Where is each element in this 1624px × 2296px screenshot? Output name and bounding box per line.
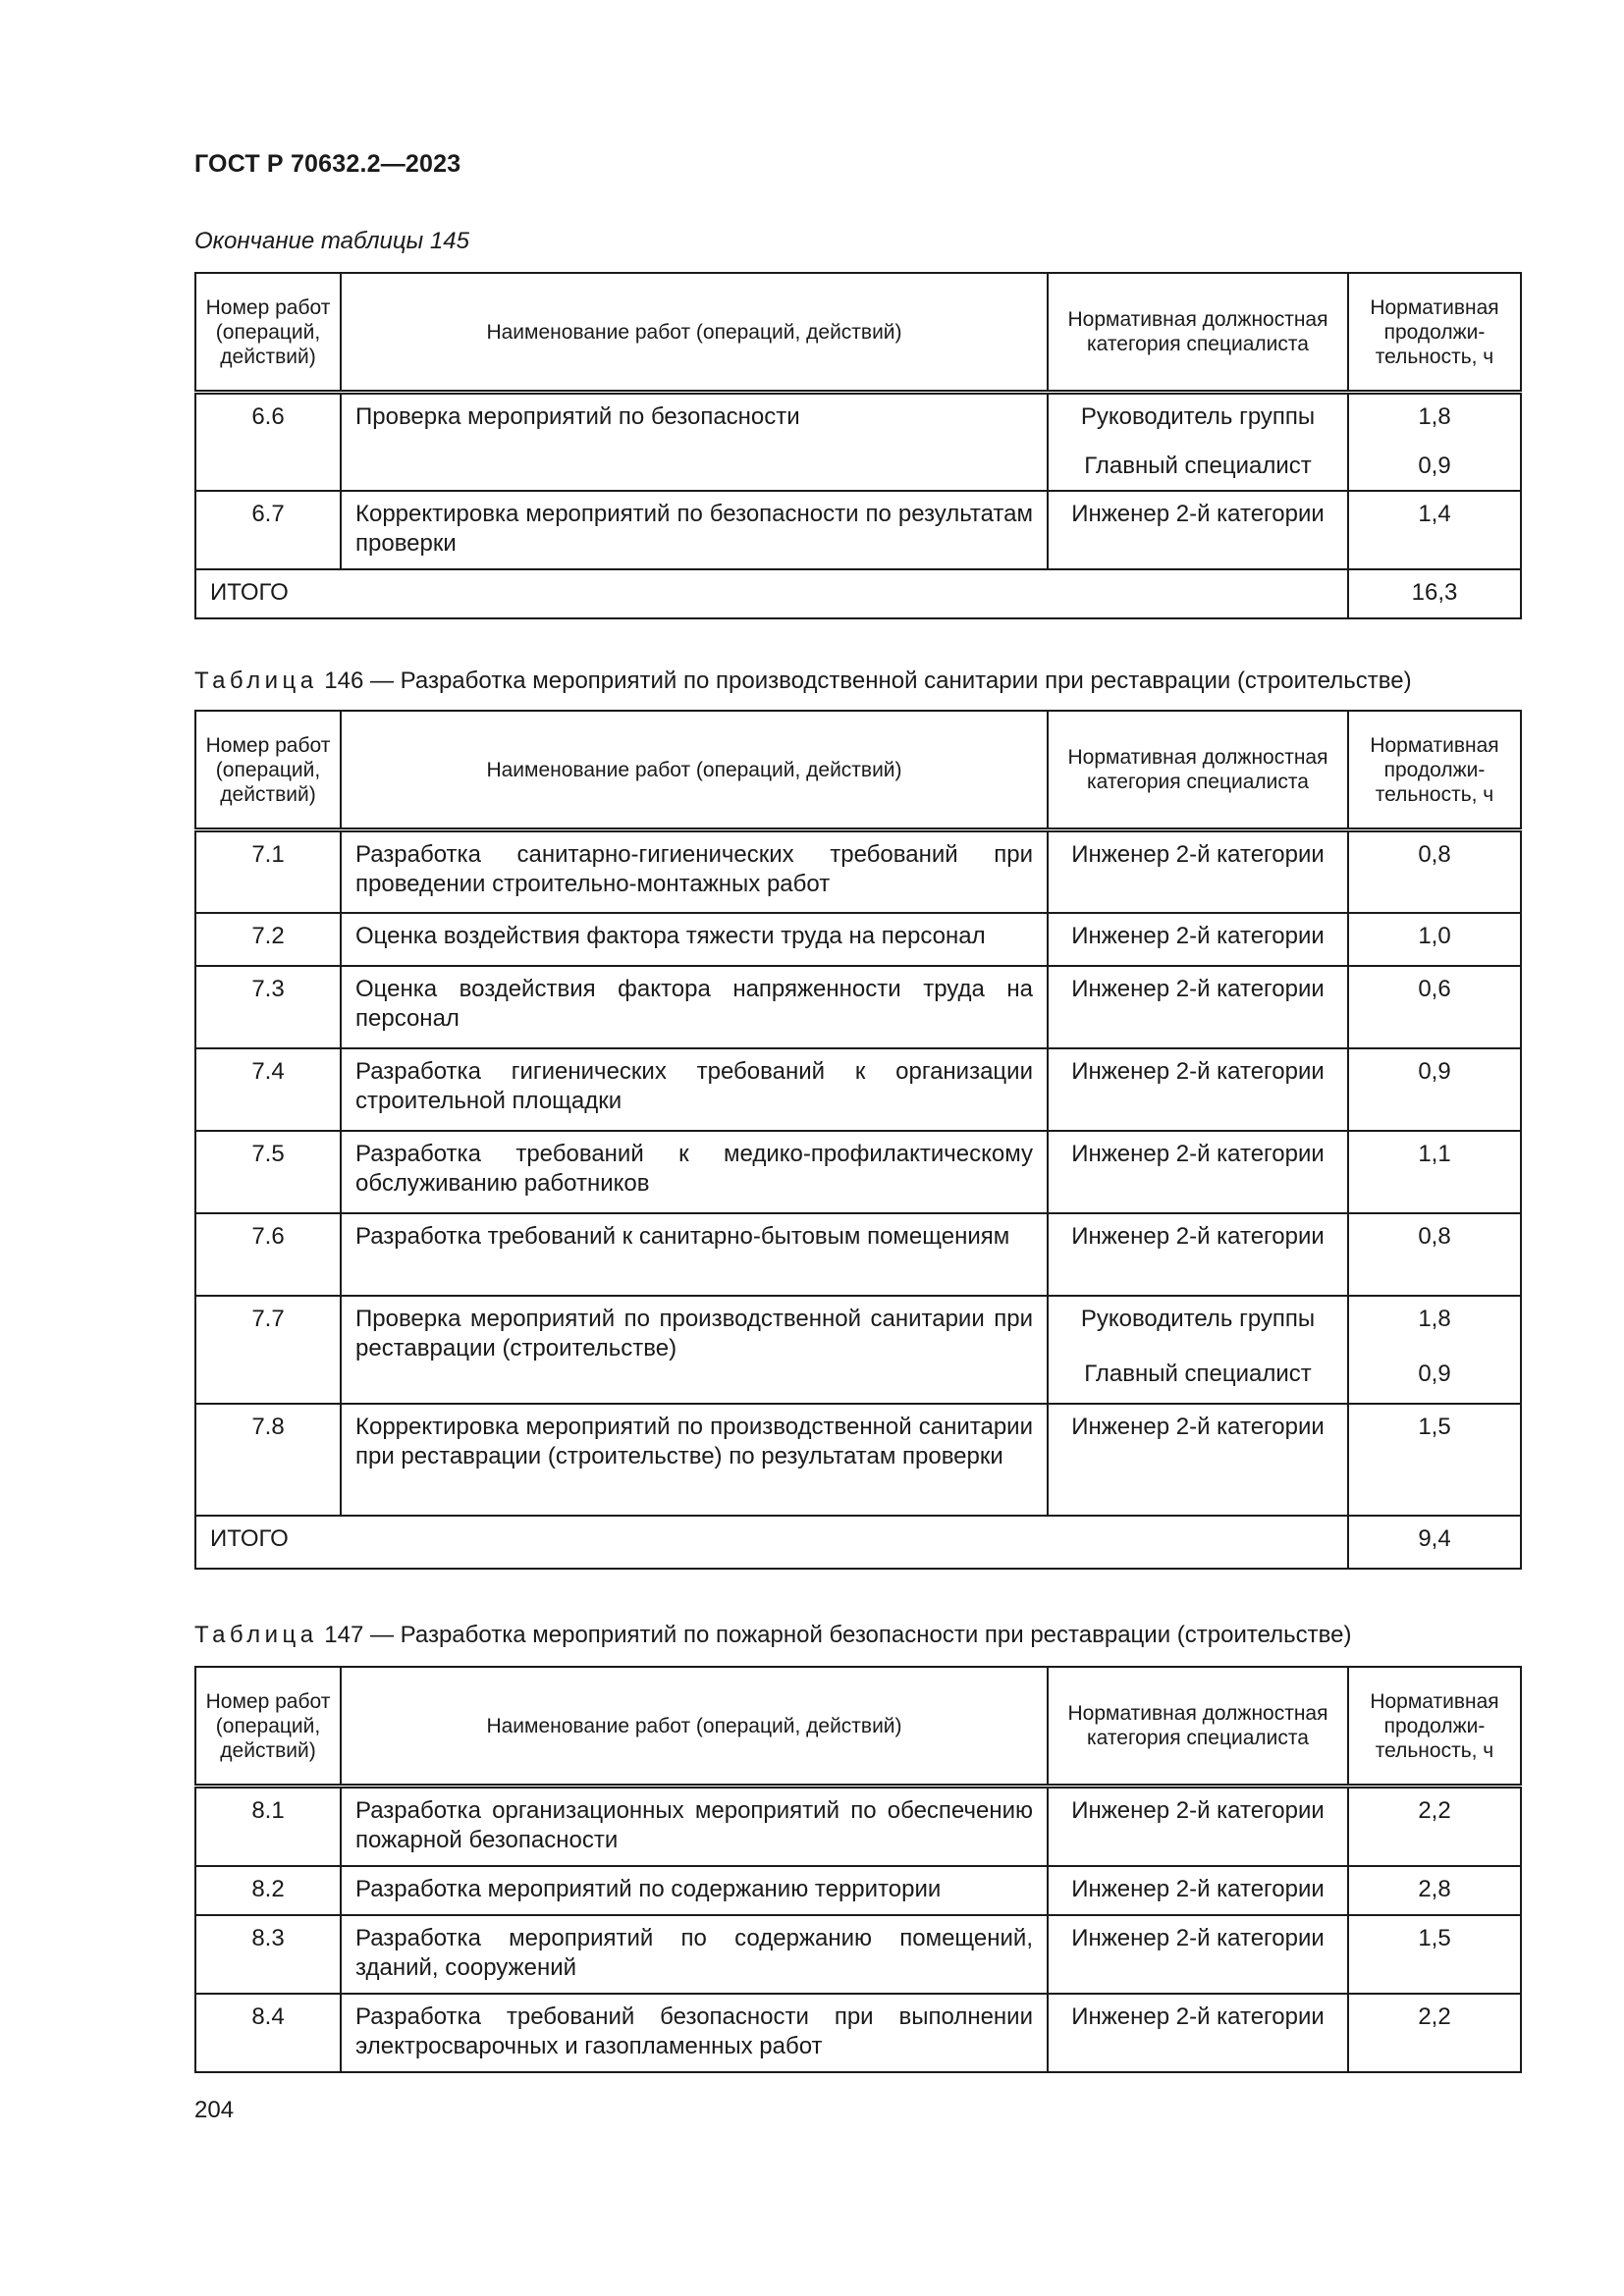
column-header-duration: Нормативная продолжи-тельность, ч <box>1348 1667 1521 1787</box>
total-row <box>195 569 1521 618</box>
row-work-name: Разработка требований к санитарно-бытовым помещениям <box>341 1213 1048 1296</box>
row-specialist: Инженер 2-й категории <box>1048 913 1348 966</box>
duration-chief: 0,9 <box>1418 453 1451 479</box>
column-header-number: Номер работ (операций, действий) <box>195 711 341 830</box>
row-work-name: Корректировка мероприятий по производственной санитарии при реставрации (строительстве) по результатам проверки <box>341 1404 1048 1516</box>
column-header-category: Нормативная должностная категория специалиста <box>1048 273 1348 393</box>
total-label: ИТОГО <box>195 569 1348 618</box>
table-header-row <box>195 273 1521 393</box>
row-number: 7.7 <box>195 1296 341 1404</box>
row-specialist: Инженер 2-й категории <box>1048 830 1348 913</box>
row-work-name: Разработка требований безопасности при выполнении электросварочных и газопламенных работ <box>341 1994 1048 2072</box>
column-header-number: Номер работ (операций, действий) <box>195 273 341 393</box>
document-header: ГОСТ Р 70632.2—2023 <box>194 150 461 178</box>
table-row <box>195 1404 1521 1516</box>
row-work-name: Разработка организационных мероприятий по обеспечению пожарной безопасности <box>341 1787 1048 1867</box>
column-header-number: Номер работ (операций, действий) <box>195 1667 341 1787</box>
specialist-lead: Руководитель группы <box>1080 403 1316 430</box>
row-specialist: Инженер 2-й категории <box>1048 491 1348 569</box>
total-value: 9,4 <box>1348 1516 1521 1569</box>
row-work-name: Разработка требований к медико-профилактическому обслуживанию работников <box>341 1131 1048 1213</box>
table-row <box>195 1131 1521 1213</box>
total-row <box>195 1516 1521 1569</box>
row-number: 6.6 <box>195 393 341 491</box>
row-work-name: Корректировка мероприятий по безопасности по результатам проверки <box>341 491 1048 569</box>
row-work-name: Разработка мероприятий по содержанию территории <box>341 1866 1048 1915</box>
duration-lead: 1,8 <box>1418 1305 1451 1332</box>
specialist-chief: Главный специалист <box>1084 453 1312 479</box>
duration-chief: 0,9 <box>1418 1360 1451 1387</box>
caption-text: 147 — Разработка мероприятий по пожарной безопасности при реставрации (строительстве) <box>317 1622 1352 1648</box>
row-specialist: Инженер 2-й категории <box>1048 966 1348 1048</box>
row-number: 7.4 <box>195 1048 341 1131</box>
table-row <box>195 1296 1521 1404</box>
row-duration: 1,5 <box>1348 1915 1521 1994</box>
row-number: 6.7 <box>195 491 341 569</box>
page-number: 204 <box>194 2097 235 2123</box>
specialist-chief: Главный специалист <box>1084 1360 1312 1387</box>
row-duration: 1,4 <box>1348 491 1521 569</box>
row-work-name: Разработка гигиенических требований к организации строительной площадки <box>341 1048 1048 1131</box>
table-row <box>195 393 1521 491</box>
row-duration: 2,2 <box>1348 1787 1521 1867</box>
caption-text: 146 — Разработка мероприятий по производственной санитарии при реставрации (строительстве) <box>317 667 1412 694</box>
table-146 <box>194 710 1522 1570</box>
row-duration: 0,8 <box>1348 830 1521 913</box>
row-specialist <box>1048 393 1348 491</box>
table-header-row <box>195 1667 1521 1787</box>
total-value: 16,3 <box>1348 569 1521 618</box>
table-147-caption <box>194 1621 1351 1650</box>
row-duration: 1,5 <box>1348 1404 1521 1516</box>
row-work-name: Оценка воздействия фактора тяжести труда на персонал <box>341 913 1048 966</box>
row-duration: 2,2 <box>1348 1994 1521 2072</box>
table-row <box>195 966 1521 1048</box>
row-work-name: Оценка воздействия фактора напряженности труда на персонал <box>341 966 1048 1048</box>
row-number: 8.4 <box>195 1994 341 2072</box>
row-number: 8.3 <box>195 1915 341 1994</box>
table-row <box>195 1213 1521 1296</box>
row-specialist: Инженер 2-й категории <box>1048 1915 1348 1994</box>
row-number: 7.2 <box>195 913 341 966</box>
caption-prefix: Таблица <box>194 667 318 694</box>
row-work-name: Проверка мероприятий по безопасности <box>341 393 1048 491</box>
column-header-name: Наименование работ (операций, действий) <box>341 711 1048 830</box>
row-number: 7.5 <box>195 1131 341 1213</box>
row-number: 7.1 <box>195 830 341 913</box>
table-145-caption: Окончание таблицы 145 <box>194 228 469 254</box>
table-146-caption <box>194 667 1412 696</box>
row-specialist: Инженер 2-й категории <box>1048 1048 1348 1131</box>
table-row <box>195 491 1521 569</box>
table-row <box>195 830 1521 913</box>
table-row <box>195 1048 1521 1131</box>
row-specialist: Инженер 2-й категории <box>1048 1787 1348 1867</box>
row-specialist: Инженер 2-й категории <box>1048 1213 1348 1296</box>
row-number: 7.3 <box>195 966 341 1048</box>
column-header-duration: Нормативная продолжи-тельность, ч <box>1348 711 1521 830</box>
column-header-category: Нормативная должностная категория специалиста <box>1048 1667 1348 1787</box>
duration-lead: 1,8 <box>1418 403 1451 430</box>
row-work-name: Проверка мероприятий по производственной санитарии при реставрации (строительстве) <box>341 1296 1048 1404</box>
table-row <box>195 1915 1521 1994</box>
column-header-name: Наименование работ (операций, действий) <box>341 1667 1048 1787</box>
row-specialist: Инженер 2-й категории <box>1048 1131 1348 1213</box>
specialist-lead: Руководитель группы <box>1080 1305 1316 1332</box>
row-work-name: Разработка мероприятий по содержанию помещений, зданий, сооружений <box>341 1915 1048 1994</box>
row-duration: 2,8 <box>1348 1866 1521 1915</box>
row-duration <box>1348 1296 1521 1404</box>
table-row <box>195 913 1521 966</box>
row-specialist: Инженер 2-й категории <box>1048 1404 1348 1516</box>
row-duration: 1,0 <box>1348 913 1521 966</box>
table-row <box>195 1994 1521 2072</box>
caption-prefix: Таблица <box>194 1622 318 1648</box>
table-row <box>195 1787 1521 1867</box>
row-duration <box>1348 393 1521 491</box>
column-header-duration: Нормативная продолжи-тельность, ч <box>1348 273 1521 393</box>
column-header-category: Нормативная должностная категория специалиста <box>1048 711 1348 830</box>
total-label: ИТОГО <box>195 1516 1348 1569</box>
row-work-name: Разработка санитарно-гигиенических требований при проведении строительно-монтажных работ <box>341 830 1048 913</box>
table-145 <box>194 272 1522 619</box>
row-number: 7.8 <box>195 1404 341 1516</box>
table-row <box>195 1866 1521 1915</box>
table-147 <box>194 1666 1522 2073</box>
column-header-name: Наименование работ (операций, действий) <box>341 273 1048 393</box>
row-duration: 0,8 <box>1348 1213 1521 1296</box>
row-duration: 0,6 <box>1348 966 1521 1048</box>
row-specialist: Инженер 2-й категории <box>1048 1866 1348 1915</box>
row-duration: 1,1 <box>1348 1131 1521 1213</box>
row-specialist <box>1048 1296 1348 1404</box>
row-number: 8.1 <box>195 1787 341 1867</box>
table-header-row <box>195 711 1521 830</box>
row-duration: 0,9 <box>1348 1048 1521 1131</box>
row-specialist: Инженер 2-й категории <box>1048 1994 1348 2072</box>
row-number: 7.6 <box>195 1213 341 1296</box>
row-number: 8.2 <box>195 1866 341 1915</box>
